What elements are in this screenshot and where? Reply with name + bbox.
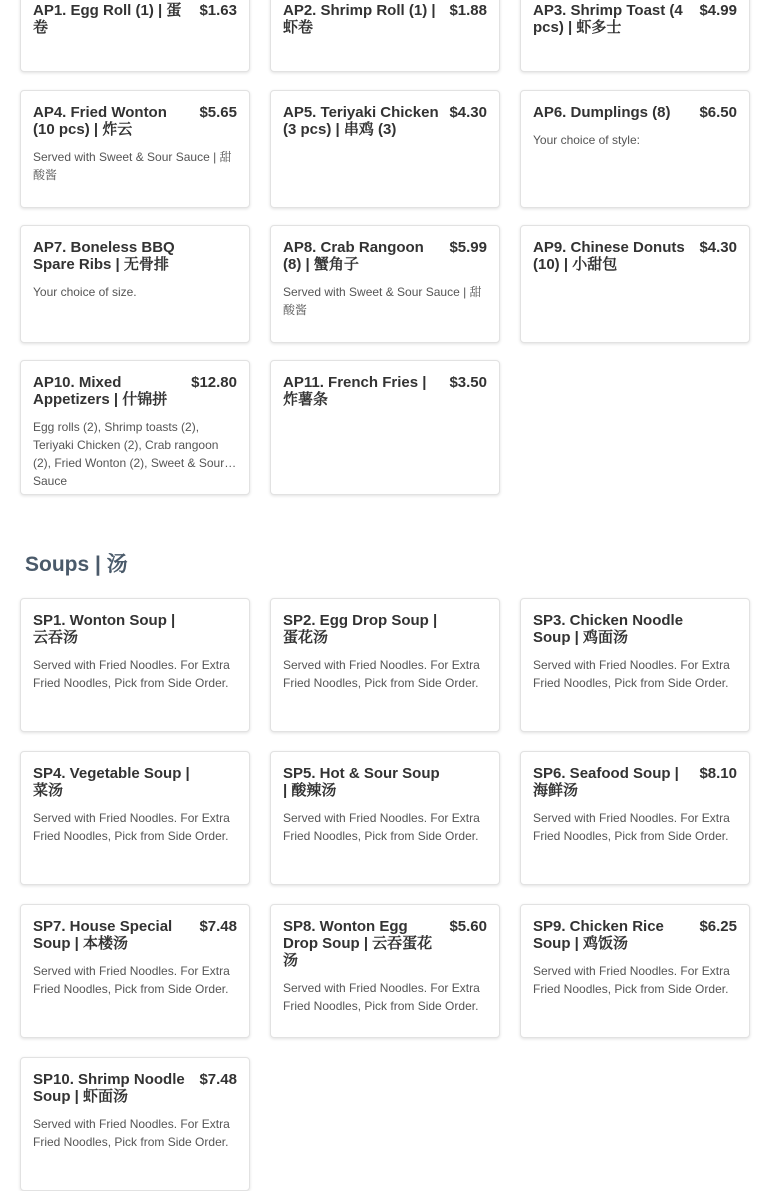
item-name: AP4. Fried Wonton (10 pcs) | 炸云 <box>33 104 167 138</box>
item-description: Served with Sweet & Sour Sauce | 甜酸酱 <box>33 150 232 182</box>
item-description: Served with Fried Noodles. For Extra Fried Noodles, Pick from Side Order. <box>33 964 230 996</box>
item-name: SP1. Wonton Soup | 云吞汤 <box>33 612 176 646</box>
menu-item-card[interactable] <box>20 90 250 208</box>
item-price: $1.63 <box>199 2 237 19</box>
menu-item-card[interactable] <box>520 598 750 732</box>
item-price: $7.48 <box>199 1071 237 1088</box>
menu-item-card[interactable] <box>20 904 250 1038</box>
item-description: Served with Fried Noodles. For Extra Fried Noodles, Pick from Side Order. <box>283 981 480 1013</box>
item-name: SP5. Hot & Sour Soup | 酸辣汤 <box>283 765 440 799</box>
menu-item-card[interactable] <box>520 225 750 343</box>
menu-item-card[interactable] <box>20 360 250 495</box>
item-name: SP8. Wonton Egg Drop Soup | 云吞蛋花汤 <box>283 918 433 969</box>
menu-item-card[interactable] <box>270 225 500 343</box>
item-description: Served with Fried Noodles. For Extra Fried Noodles, Pick from Side Order. <box>283 658 480 690</box>
menu-item-card[interactable] <box>520 904 750 1038</box>
item-price: $4.99 <box>699 2 737 19</box>
item-name: SP3. Chicken Noodle Soup | 鸡面汤 <box>533 612 684 646</box>
item-price: $4.30 <box>699 239 737 256</box>
item-price: $6.50 <box>699 104 737 121</box>
item-description: Served with Fried Noodles. For Extra Fried Noodles, Pick from Side Order. <box>283 811 480 843</box>
item-description: Served with Fried Noodles. For Extra Fried Noodles, Pick from Side Order. <box>33 658 230 690</box>
item-price: $1.88 <box>449 2 487 19</box>
item-description: Your choice of size. <box>33 285 137 299</box>
menu-item-card[interactable] <box>20 225 250 343</box>
item-price: $6.25 <box>699 918 737 935</box>
item-description: Served with Fried Noodles. For Extra Fried Noodles, Pick from Side Order. <box>33 811 230 843</box>
item-name: AP3. Shrimp Toast (4 pcs) | 虾多士 <box>533 2 683 36</box>
item-name: SP10. Shrimp Noodle Soup | 虾面汤 <box>33 1071 185 1105</box>
menu-item-card[interactable] <box>520 751 750 885</box>
menu-item-card[interactable] <box>520 90 750 208</box>
menu-item-card[interactable] <box>270 360 500 495</box>
item-name: AP9. Chinese Donuts (10) | 小甜包 <box>533 239 685 273</box>
item-description: Served with Sweet & Sour Sauce | 甜酸酱 <box>283 285 482 317</box>
item-name: AP10. Mixed Appetizers | 什锦拼 <box>33 374 168 408</box>
menu-item-card[interactable] <box>520 0 750 72</box>
item-name: SP2. Egg Drop Soup | 蛋花汤 <box>283 612 438 646</box>
menu-item-card[interactable] <box>270 904 500 1038</box>
item-name: AP7. Boneless BBQ Spare Ribs | 无骨排 <box>33 239 175 273</box>
item-description: Egg rolls (2), Shrimp toasts (2), Teriyaki Chicken (2), Crab rangoon (2), Fried Wonton (2), Sweet & Sour Sauce <box>33 420 225 488</box>
menu-item-card[interactable] <box>20 1057 250 1191</box>
item-price: $3.50 <box>449 374 487 391</box>
menu-item-card[interactable] <box>20 0 250 72</box>
item-description: Your choice of style: <box>533 133 640 147</box>
item-description: Served with Fried Noodles. For Extra Fried Noodles, Pick from Side Order. <box>33 1117 230 1149</box>
menu-item-card[interactable] <box>270 0 500 72</box>
item-price: $5.99 <box>449 239 487 256</box>
item-price: $8.10 <box>699 765 737 782</box>
item-price: $5.65 <box>199 104 237 121</box>
item-price: $5.60 <box>449 918 487 935</box>
item-name: SP4. Vegetable Soup | 菜汤 <box>33 765 190 799</box>
item-description: Served with Fried Noodles. For Extra Fried Noodles, Pick from Side Order. <box>533 811 730 843</box>
menu-item-card[interactable] <box>270 751 500 885</box>
item-price: $4.30 <box>449 104 487 121</box>
item-name: AP6. Dumplings (8) <box>533 104 671 121</box>
item-description: Served with Fried Noodles. For Extra Fried Noodles, Pick from Side Order. <box>533 964 730 996</box>
item-name: SP7. House Special Soup | 本楼汤 <box>33 918 173 952</box>
item-description: Served with Fried Noodles. For Extra Fried Noodles, Pick from Side Order. <box>533 658 730 690</box>
item-name: AP1. Egg Roll (1) | 蛋卷 <box>33 2 182 36</box>
menu-item-card[interactable] <box>270 90 500 208</box>
section-title-soups: Soups | 汤 <box>25 553 128 576</box>
item-name: AP5. Teriyaki Chicken (3 pcs) | 串鸡 (3) <box>283 104 439 138</box>
item-price: $7.48 <box>199 918 237 935</box>
item-name: AP8. Crab Rangoon (8) | 蟹角子 <box>283 239 424 273</box>
item-price: $12.80 <box>191 374 237 391</box>
item-name: SP9. Chicken Rice Soup | 鸡饭汤 <box>533 918 664 952</box>
item-name: SP6. Seafood Soup | 海鲜汤 <box>533 765 679 799</box>
item-name: AP2. Shrimp Roll (1) | 虾卷 <box>283 2 436 36</box>
menu-item-card[interactable] <box>20 598 250 732</box>
menu-item-card[interactable] <box>20 751 250 885</box>
item-name: AP11. French Fries | 炸薯条 <box>283 374 427 408</box>
menu-item-card[interactable] <box>270 598 500 732</box>
